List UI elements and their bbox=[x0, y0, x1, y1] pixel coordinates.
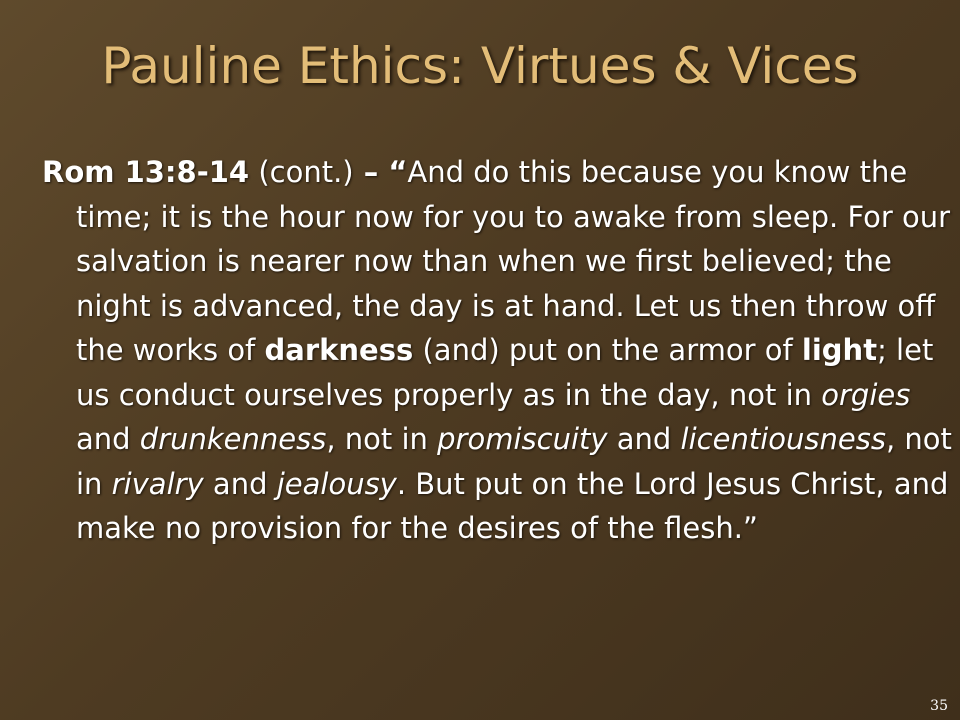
passage-text: and bbox=[203, 466, 277, 501]
open-quote: “ bbox=[388, 155, 408, 189]
vice-promiscuity: promiscuity bbox=[437, 422, 608, 456]
emphasis-light: light bbox=[801, 333, 878, 367]
passage-text: And do this because you know the time; it is the hour now for you to awake from sleep. For our salvation is nearer now than when we first believed; the night is advanced, the day is at hand. Let us then throw off the works of bbox=[76, 155, 951, 367]
passage-text: , not in bbox=[76, 422, 952, 501]
scripture-reference: Rom 13:8-14 bbox=[42, 155, 250, 189]
scripture-passage bbox=[42, 150, 956, 551]
slide-title: Pauline Ethics: Virtues & Vices bbox=[101, 37, 859, 95]
vice-rivalry: rivalry bbox=[111, 466, 204, 501]
page-number: 35 bbox=[930, 698, 948, 714]
vice-orgies: orgies bbox=[821, 377, 911, 412]
dash: – bbox=[353, 155, 389, 189]
passage-text: ; let us conduct ourselves properly as in the day, not in bbox=[76, 333, 934, 412]
passage-text: . But put on the Lord Jesus Christ, and make no provision for the desires of the flesh.” bbox=[76, 466, 949, 545]
vice-drunkenness: drunkenness bbox=[139, 422, 327, 456]
vice-jealousy: jealousy bbox=[276, 466, 397, 501]
vice-licentiousness: licentiousness bbox=[680, 422, 886, 456]
emphasis-darkness: darkness bbox=[264, 333, 414, 367]
passage-text: and bbox=[76, 422, 140, 456]
passage-text: and bbox=[607, 422, 681, 456]
passage-text: , not in bbox=[326, 422, 438, 456]
passage-text: (and) put on the armor of bbox=[413, 333, 802, 367]
continued-label: (cont.) bbox=[258, 155, 354, 189]
